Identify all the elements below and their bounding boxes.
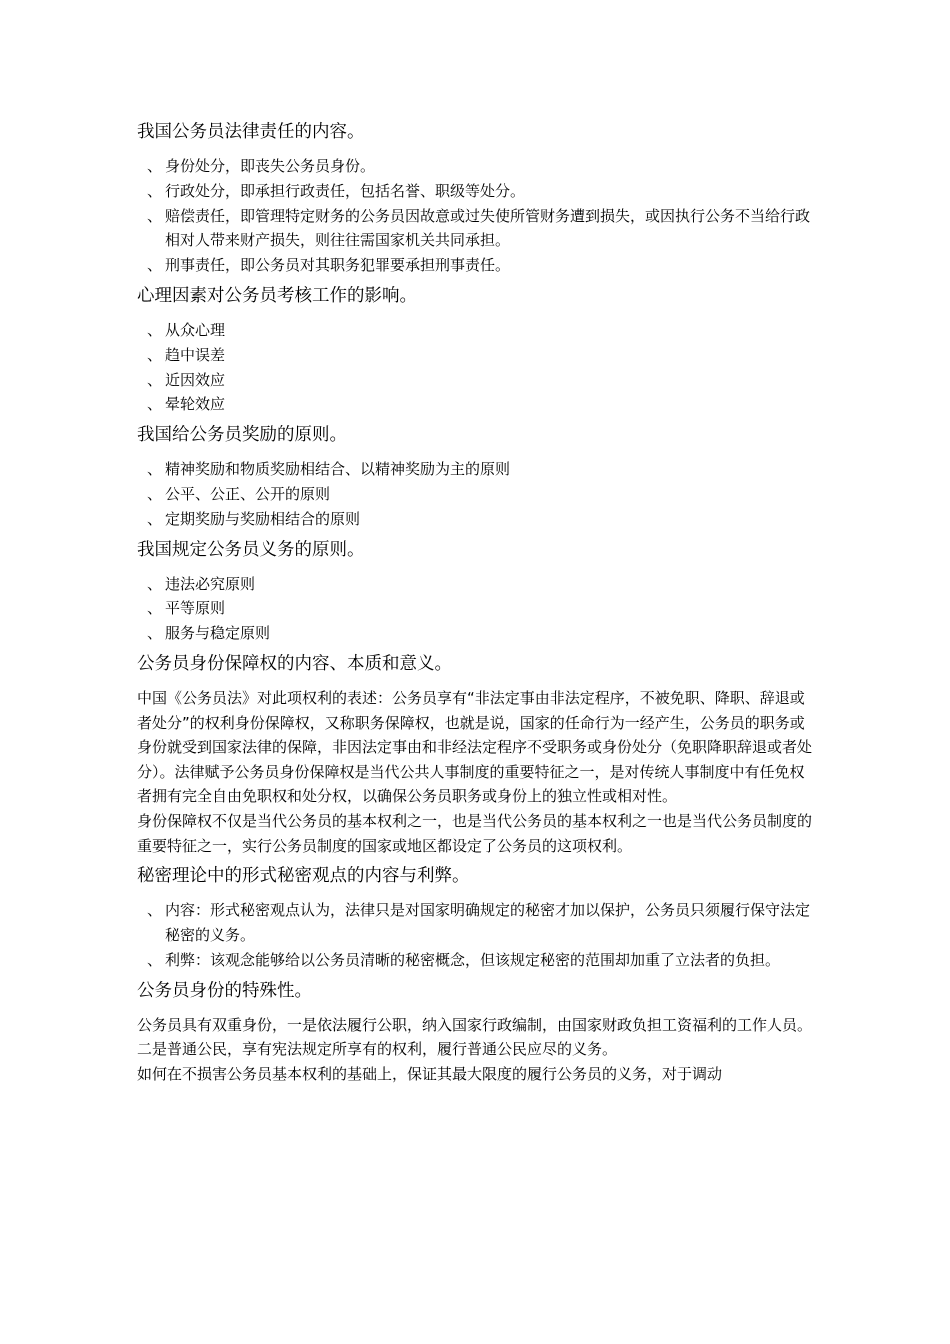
list-marker: 、: [147, 370, 163, 389]
list-item-text: 利弊：该观念能够给以公务员清晰的秘密概念，但该规定秘密的范围却加重了立法者的负担。: [165, 950, 781, 969]
list-item: [137, 392, 817, 417]
item-list: [137, 898, 817, 972]
section-status-particularity: [137, 979, 817, 1087]
list-item-text: 晕轮效应: [165, 395, 226, 414]
section-reward-principles: [137, 423, 817, 531]
list-item: [137, 507, 817, 532]
section-heading: 公务员身份保障权的内容、本质和意义。: [137, 653, 452, 674]
list-marker: 、: [147, 950, 163, 969]
list-item-text: 行政处分，即承担行政责任，包括名誉、职级等处分。: [165, 181, 526, 200]
section-psychological-factors: [137, 284, 817, 417]
section-heading: 我国公务员法律责任的内容。: [137, 122, 365, 142]
list-item-text: 服务与稳定原则: [165, 624, 271, 643]
list-item-text: 近因效应: [165, 370, 226, 389]
list-item-text: 平等原则: [165, 599, 226, 618]
section-heading: 心理因素对公务员考核工作的影响。: [137, 285, 417, 306]
list-item: [137, 154, 817, 179]
list-item-text: 赔偿责任，即管理特定财务的公务员因故意或过失使所管财务遭到损失，或因执行公务不当给行政相对人带来财产损失，则往往需国家机关共同承担。: [165, 206, 811, 250]
list-item-text: 违法必究原则: [165, 574, 256, 593]
list-marker: 、: [147, 345, 163, 364]
list-item-text: 内容：形式秘密观点认为，法律只是对国家明确规定的秘密才加以保护，公务员只须履行保守法定秘密的义务。: [165, 901, 811, 944]
list-item: [137, 948, 817, 973]
item-list: [137, 318, 817, 417]
list-item-text: 公平、公正、公开的原则: [165, 484, 331, 503]
list-item: [137, 898, 817, 948]
list-marker: 、: [147, 395, 163, 414]
list-item: [137, 596, 817, 621]
list-item-text: 趋中误差: [165, 345, 226, 364]
section-heading: 我国给公务员奖励的原则。: [137, 425, 347, 446]
list-item: [137, 318, 817, 343]
paragraph: 中国《公务员法》对此项权利的表述：公务员享有“非法定事由非法定程序，不被免职、降职、辞退或者处分”的权利身份保障权，又称职务保障权，也就是说，国家的任命行为一经产生，公务员的职务或身份就受到国家法律的保障，非因法定事由和非经法定程序不受职务或身份处分（免职降职辞退或者处分）。法律赋予公务员身份保障权是当代公共人事制度的重要特征之一，是对传统人事制度中有任免权者拥有完全自由免职权和处分权，以确保公务员职务或身份上的独立性或相对性。: [137, 688, 813, 806]
list-item: [137, 457, 817, 482]
section-formal-secrecy: [137, 864, 817, 972]
list-marker: 、: [147, 624, 163, 643]
section-status-protection: [137, 652, 817, 858]
list-item-text: 精神奖励和物质奖励相结合、以精神奖励为主的原则: [165, 460, 511, 479]
section-legal-responsibility: [137, 120, 817, 278]
list-item: [137, 343, 817, 368]
list-item: [137, 204, 817, 254]
list-item: [137, 621, 817, 646]
list-marker: 、: [147, 256, 163, 275]
paragraph: 公务员具有双重身份，一是依法履行公职，纳入国家行政编制，由国家财政负担工资福利的工作人员。二是普通公民，享有宪法规定所享有的权利，履行普通公民应尽的义务。: [137, 1015, 813, 1059]
list-item: [137, 368, 817, 393]
list-item-text: 刑事责任，即公务员对其职务犯罪要承担刑事责任。: [165, 256, 511, 275]
list-marker: 、: [147, 901, 163, 920]
list-item-text: 身份处分，即丧失公务员身份。: [165, 157, 376, 175]
item-list: [137, 457, 817, 531]
paragraph: 如何在不损害公务员基本权利的基础上，保证其最大限度的履行公务员的义务，对于调动: [137, 1064, 723, 1083]
list-marker: 、: [147, 460, 163, 479]
list-marker: 、: [147, 157, 163, 175]
section-duty-principles: [137, 538, 817, 646]
list-marker: 、: [147, 599, 163, 618]
list-marker: 、: [147, 206, 163, 225]
list-item: [137, 253, 817, 278]
list-item: [137, 179, 817, 204]
list-marker: 、: [147, 509, 163, 528]
list-item-text: 从众心理: [165, 320, 226, 339]
list-item: [137, 572, 817, 597]
section-heading: 公务员身份的特殊性。: [137, 980, 312, 1001]
paragraph: 身份保障权不仅是当代公务员的基本权利之一，也是当代公务员的基本权利之一也是当代公务员制度的重要特征之一，实行公务员制度的国家或地区都设定了公务员的这项权利。: [137, 811, 813, 855]
list-item: [137, 482, 817, 507]
list-marker: 、: [147, 181, 163, 200]
list-marker: 、: [147, 574, 163, 593]
list-marker: 、: [147, 484, 163, 503]
section-heading: 秘密理论中的形式秘密观点的内容与利弊。: [137, 866, 470, 887]
section-heading: 我国规定公务员义务的原则。: [137, 539, 365, 560]
item-list: [137, 572, 817, 646]
item-list: [137, 154, 817, 278]
list-marker: 、: [147, 320, 163, 339]
list-item-text: 定期奖励与奖励相结合的原则: [165, 509, 361, 528]
document-page: [137, 120, 817, 1092]
